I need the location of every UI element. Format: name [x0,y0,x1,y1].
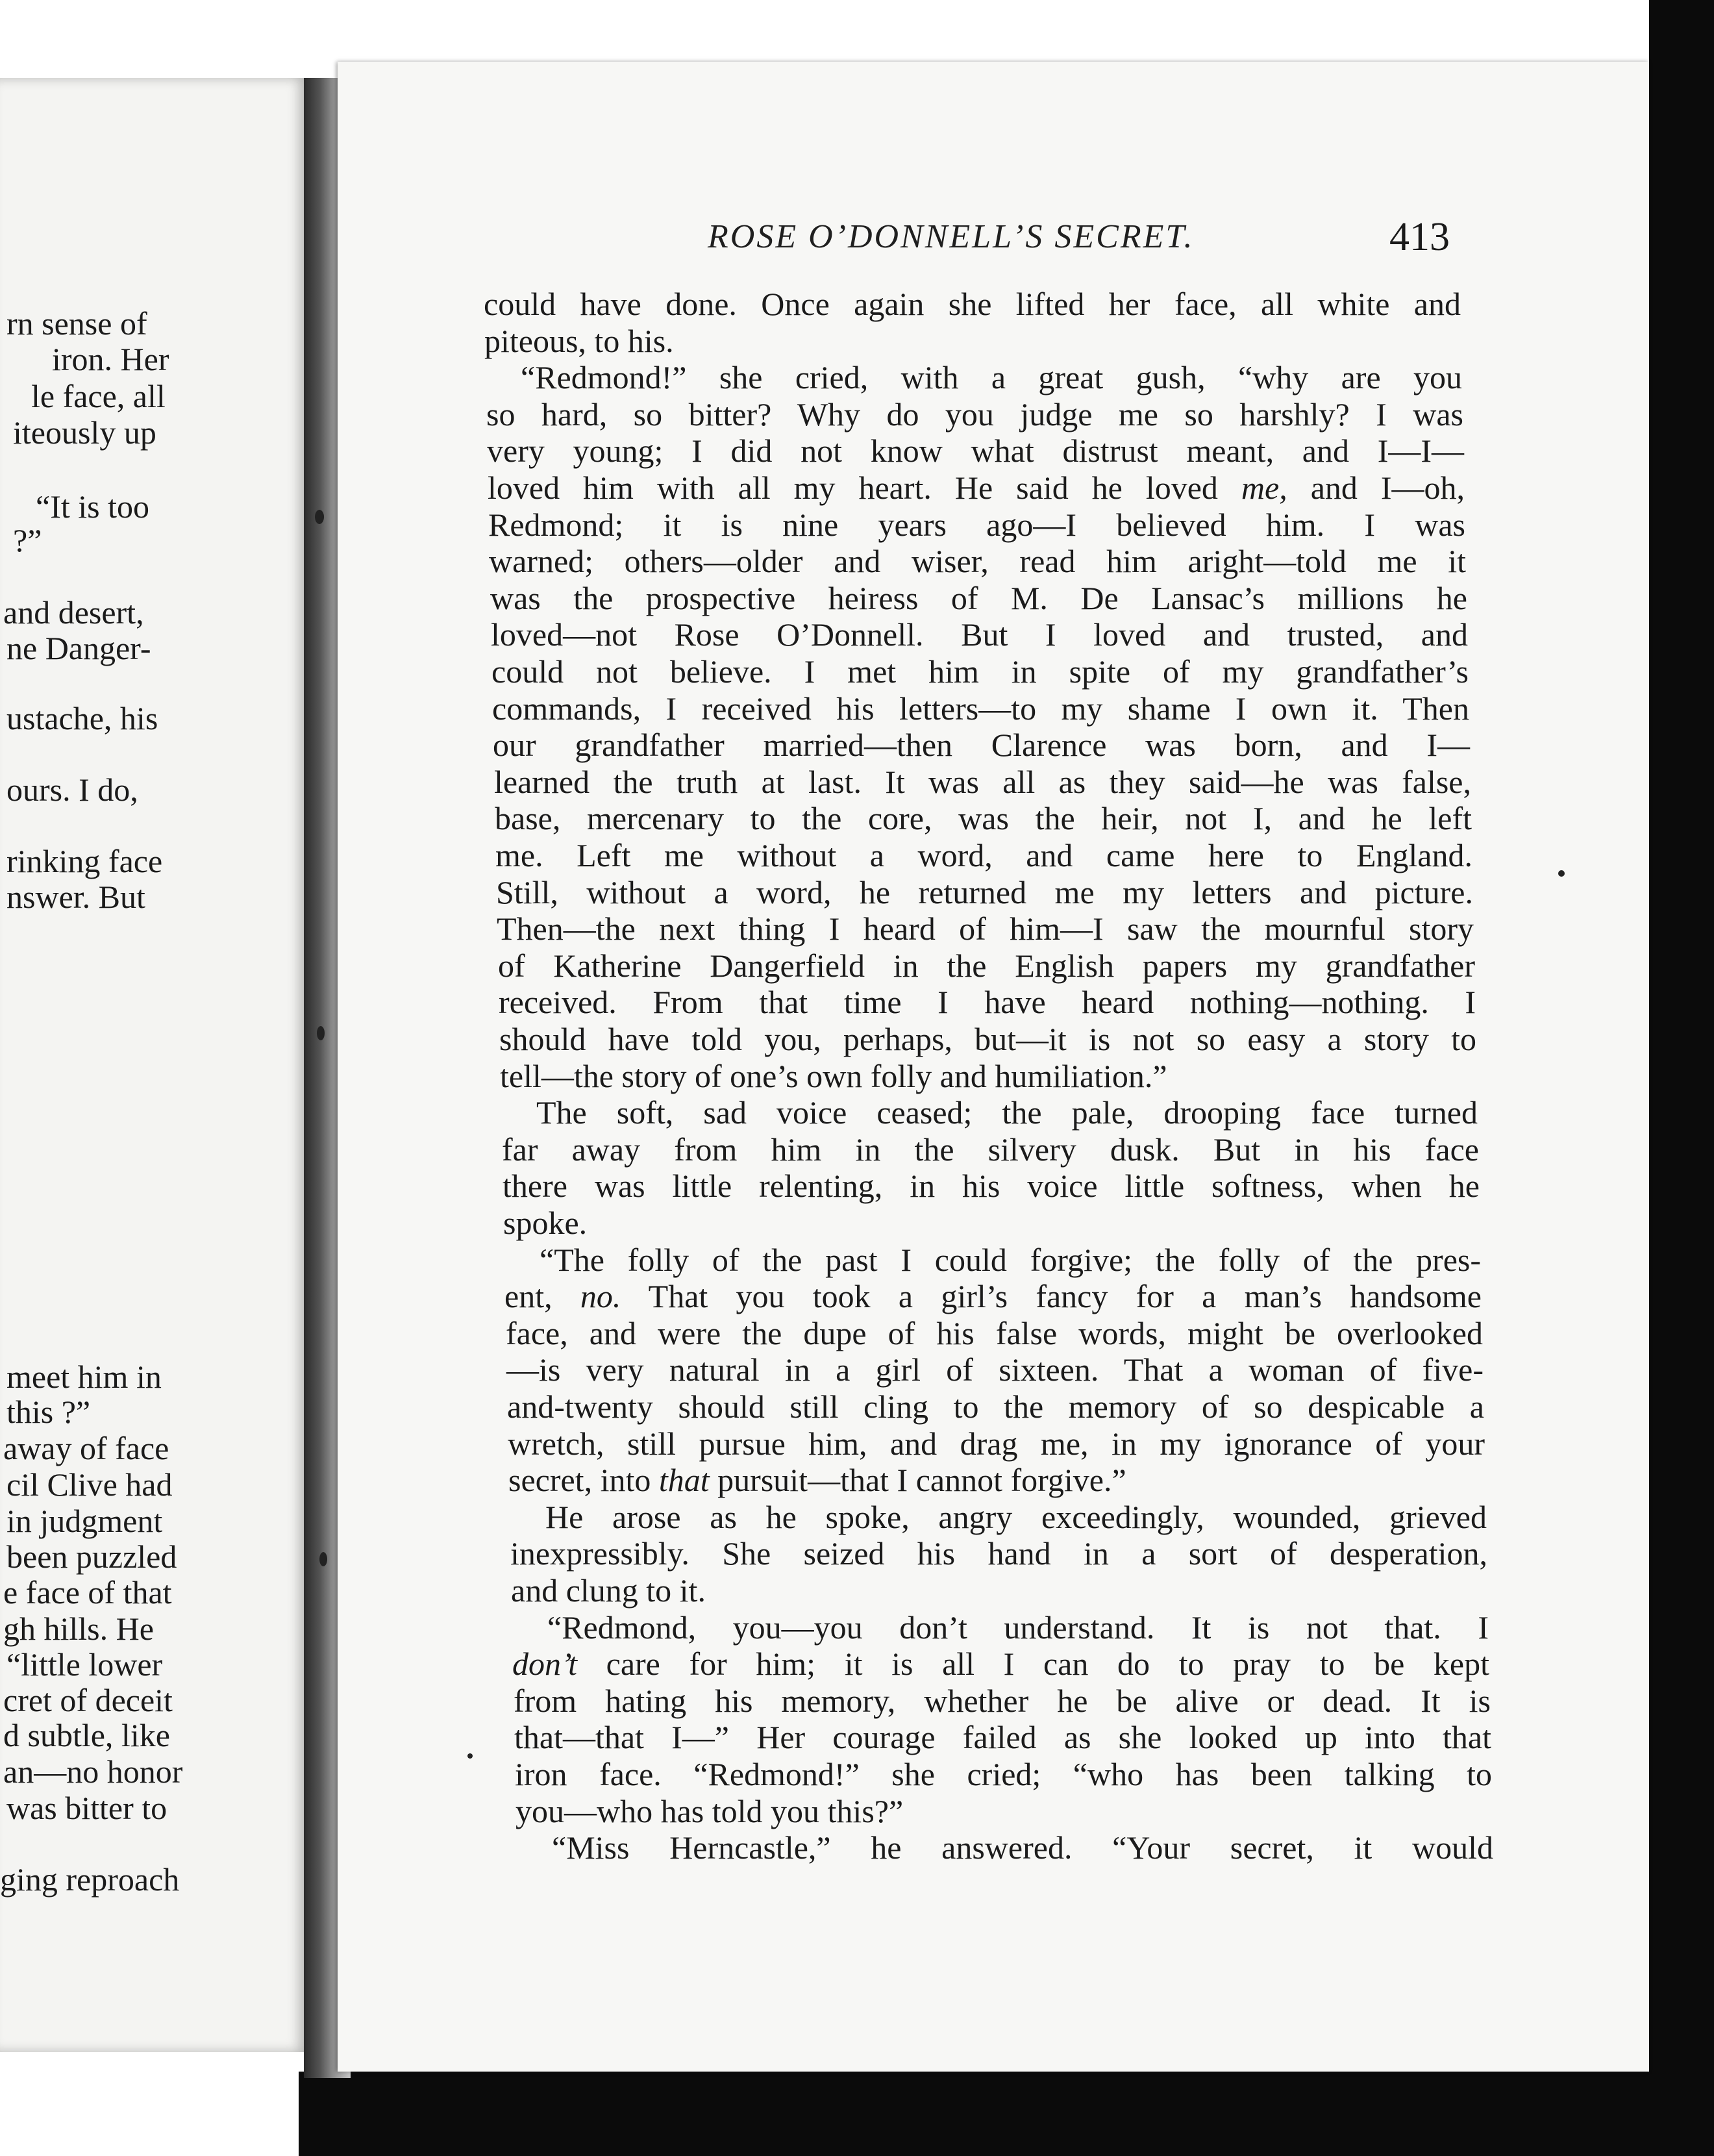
body-line: should have told you, perhaps, but—it is not so easy a story to [499,1021,1476,1057]
left-fragment: an—no honor [3,1753,183,1790]
body-line: secret, into that pursuit—that I cannot forgive.” [508,1462,1126,1499]
body-line: me. Left me without a word, and came here to England. [495,837,1472,873]
body-line: face, and were the dupe of his false words, might be overlooked [506,1314,1483,1351]
left-fragment: ustache, his [6,700,158,736]
binding-mark [317,1026,325,1040]
left-fragment: rn sense of [6,305,147,342]
binding-mark [315,510,324,524]
left-fragment: away of face [3,1430,169,1466]
left-fragment: cret of deceit [3,1682,173,1718]
body-line: was the prospective heiress of M. De Lansac’s millions he [490,579,1467,616]
body-line: wretch, still pursue him, and drag me, in my ignorance of your [508,1425,1485,1462]
body-line: received. From that time I have heard nothing—nothing. I [499,984,1476,1021]
left-fragment: ne Danger- [6,630,151,666]
left-fragment: this ?” [6,1394,91,1430]
dust-speck [1558,870,1565,877]
body-line: loved—not Rose O’Donnell. But I loved and trusted, and [491,616,1468,653]
body-line: iron face. “Redmond!” she cried; “who has been talking to [515,1756,1492,1792]
body-line: of Katherine Dangerfield in the English papers my grandfather [498,947,1475,984]
body-line: Redmond; it is nine years ago—I believed him. I was [488,506,1465,543]
body-line: —is very natural in a girl of sixteen. That a woman of five- [506,1351,1484,1388]
body-line: “Redmond, you—you don’t understand. It is not that. I [547,1609,1489,1646]
left-fragment: was bitter to [6,1790,168,1826]
scanner-edge-right [1649,0,1714,2156]
left-fragment: “It is too [36,488,149,525]
emphasis: that [658,1462,710,1499]
body-line: warned; others—older and wiser, read him aright—told me it [489,543,1466,580]
emphasis: no. [580,1278,621,1315]
body-line: piteous, to his. [484,322,674,359]
body-line: very young; I did not know what distrust meant, and I—I— [487,432,1464,470]
body-line: spoke. [503,1205,588,1241]
body-line: “Miss Herncastle,” he answered. “Your secret, it would [552,1829,1493,1866]
body-line: learned the truth at last. It was all as they said—he was false, [494,763,1471,800]
left-fragment: in judgment [6,1503,163,1539]
body-line: loved him with all my heart. He said he loved me, and I—oh, [488,470,1465,506]
body-line: and clung to it. [511,1572,706,1609]
binding-mark [319,1552,327,1566]
body-line: “Redmond!” she cried, with a great gush, “why are you [521,359,1462,396]
left-fragment: iteously up [13,414,156,451]
body-line: base, mercenary to the core, was the heir, not I, and he left [495,800,1472,837]
body-line: Then—the next thing I heard of him—I saw the mournful story [497,910,1474,947]
left-fragment: le face, all [31,378,166,414]
page-number: 413 [1389,215,1450,259]
body-line: could not believe. I met him in spite of my grandfather’s [491,653,1469,690]
emphasis: don’t [512,1646,577,1683]
running-head: ROSE O’DONNELL’S SECRET. [708,218,1195,255]
body-line: inexpressibly. She seized his hand in a sort of desperation, [510,1535,1487,1572]
body-line: far away from him in the silvery dusk. But in his face [502,1131,1479,1168]
body-line: you—who has told you this?” [515,1792,904,1829]
body-line: could have done. Once again she lifted her face, all white and [484,286,1461,322]
body-line: so hard, so bitter? Why do you judge me so harshly? I was [486,395,1463,432]
body-line: ent, no. That you took a girl’s fancy for a man’s handsome [504,1278,1482,1315]
body-line: from hating his memory, whether he be alive or dead. It is [514,1682,1491,1719]
left-fragment: ?” [13,522,42,558]
left-fragment: iron. Her [52,341,169,377]
left-fragment: nswer. But [6,879,145,915]
left-fragment: meet him in [6,1359,162,1395]
body-line: The soft, sad voice ceased; the pale, drooping face turned [536,1094,1478,1131]
left-fragment: “little lower [6,1646,163,1683]
body-line: that—that I—” Her courage failed as she looked up into that [514,1719,1491,1756]
body-line: commands, I received his letters—to my shame I own it. Then [492,690,1469,727]
left-fragment: e face of that [3,1574,172,1611]
left-fragment: d subtle, like [3,1717,170,1753]
body-line: and-twenty should still cling to the memory of so despicable a [507,1388,1484,1425]
body-line: don’t care for him; it is all I can do to pray to be kept [512,1646,1489,1683]
left-page [0,78,308,2052]
emphasis: me, [1241,470,1287,506]
left-fragment: rinking face [6,843,163,879]
left-fragment: cil Clive had [6,1466,173,1503]
body-line: Still, without a word, he returned me my letters and picture. [496,873,1473,910]
dust-speck [467,1753,473,1759]
body-line: tell—the story of one’s own folly and humiliation.” [500,1057,1167,1094]
left-fragment: ours. I do, [6,771,138,808]
body-line: our grandfather married—then Clarence was born, and I— [493,727,1470,764]
body-line: He arose as he spoke, angry exceedingly, wounded, grieved [545,1498,1487,1535]
body-line: “The folly of the past I could forgive; the folly of the pres- [540,1241,1481,1278]
body-line: there was little relenting, in his voice little softness, when he [503,1168,1480,1205]
left-fragment: gh hills. He [3,1611,154,1647]
left-fragment: been puzzled [6,1538,177,1575]
scanner-edge-bottom [299,2072,1714,2156]
left-fragment: ging reproach [0,1861,180,1898]
left-fragment: and desert, [3,594,144,631]
